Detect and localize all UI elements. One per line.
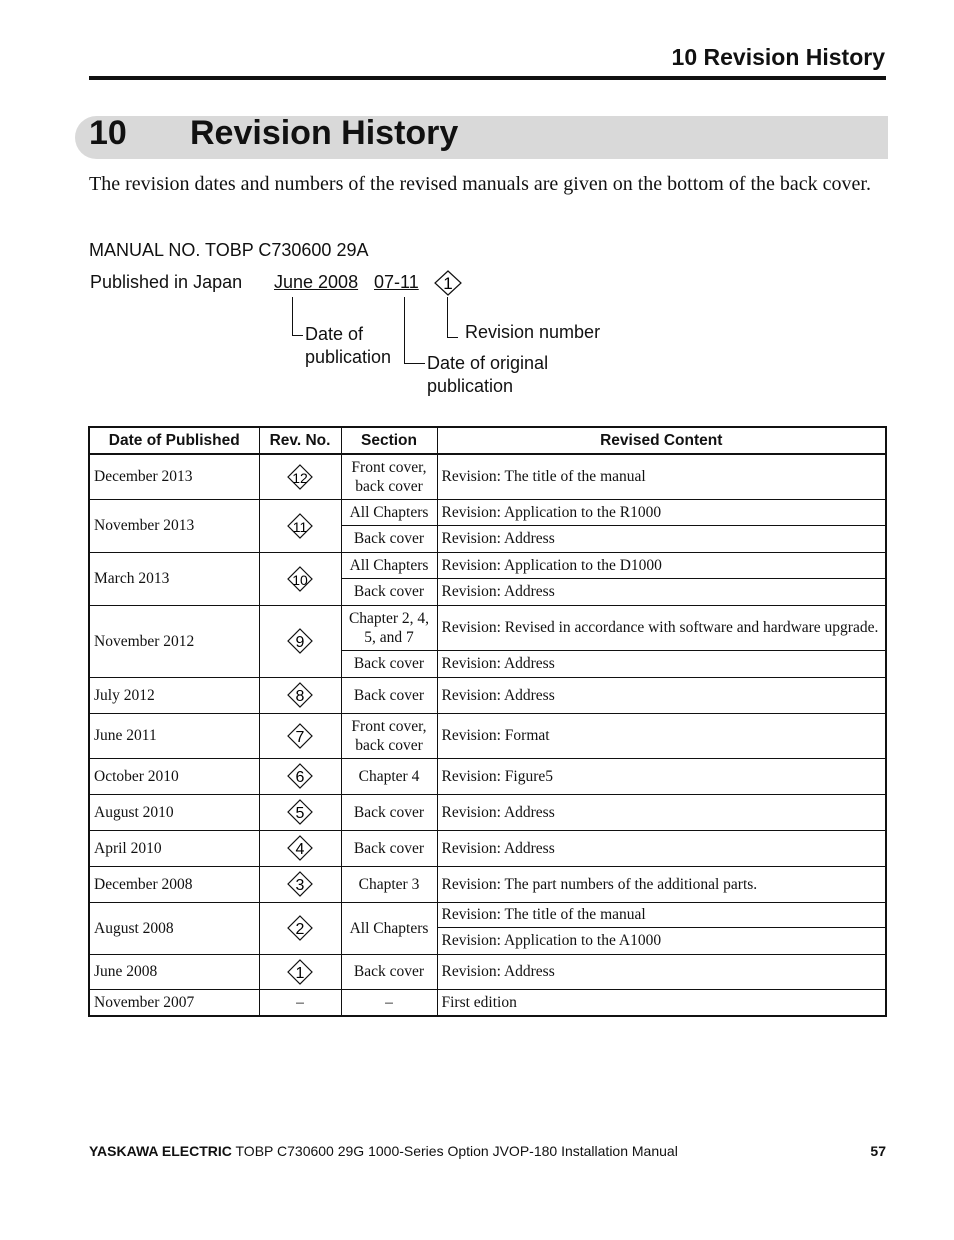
revision-diamond-number: 11 xyxy=(292,518,308,535)
revision-diamond-number: 12 xyxy=(292,469,308,486)
cell-section: Back cover xyxy=(341,650,437,677)
revision-diamond-number: 2 xyxy=(295,921,305,938)
cell-revised-content: Revision: The part numbers of the additional parts. xyxy=(437,866,886,902)
cell-revised-content: Revision: Address xyxy=(437,578,886,605)
cell-rev-no xyxy=(259,677,341,713)
cell-rev-no xyxy=(259,713,341,758)
cell-revised-content: Revision: Address xyxy=(437,830,886,866)
revision-diamond-number: 1 xyxy=(295,964,305,982)
header-rev-no: Rev. No. xyxy=(259,427,341,454)
cell-section: Back cover xyxy=(341,954,437,989)
cell-section: Chapter 3 xyxy=(341,866,437,902)
cell-date: August 2008 xyxy=(89,902,259,954)
cell-revised-content: Revision: Address xyxy=(437,525,886,552)
revision-diamond-icon xyxy=(286,723,314,749)
cell-rev-no xyxy=(259,830,341,866)
revision-diamond-icon xyxy=(286,464,314,490)
revision-diamond-number: 10 xyxy=(292,571,308,588)
table-header-row xyxy=(89,427,886,454)
table-row xyxy=(89,552,886,578)
cell-revised-content: Revision: The title of the manual xyxy=(437,902,886,927)
cell-date: June 2011 xyxy=(89,713,259,758)
revision-diamond-icon xyxy=(286,566,314,592)
revision-history-table xyxy=(88,426,887,1017)
example-publication-date: June 2008 xyxy=(274,272,359,292)
revision-diamond-icon xyxy=(286,763,314,789)
table-row xyxy=(89,677,886,713)
revision-diamond-number: 3 xyxy=(295,877,305,894)
table-row xyxy=(89,454,886,499)
cell-section: Chapter 2, 4, 5, and 7 xyxy=(341,605,437,650)
cell-date: December 2008 xyxy=(89,866,259,902)
revision-diamond-icon xyxy=(286,799,314,825)
cell-revised-content: Revision: The title of the manual xyxy=(437,454,886,499)
cell-rev-no xyxy=(259,902,341,954)
revision-diamond-number: 8 xyxy=(295,688,305,705)
cell-rev-no xyxy=(259,605,341,677)
cell-rev-no: – xyxy=(259,989,341,1016)
section-title: Revision History xyxy=(190,114,459,152)
table-row xyxy=(89,605,886,650)
revision-diamond-icon xyxy=(433,270,463,296)
cell-date: November 2012 xyxy=(89,605,259,677)
manual-number: MANUAL NO. TOBP C730600 29A xyxy=(89,240,369,260)
revision-diamond-number: 9 xyxy=(295,634,305,651)
header-date: Date of Published xyxy=(89,427,259,454)
cell-rev-no xyxy=(259,454,341,499)
revision-diamond-number: 1 xyxy=(443,274,453,293)
cell-revised-content: Revision: Address xyxy=(437,650,886,677)
cell-section: Front cover, back cover xyxy=(341,454,437,499)
footer-brand: YASKAWA ELECTRIC xyxy=(89,1143,232,1159)
cell-rev-no xyxy=(259,866,341,902)
footer-manual-title: TOBP C730600 29G 1000-Series Option JVOP-180 Installation Manual xyxy=(231,1143,678,1159)
table-row xyxy=(89,794,886,830)
cell-date: April 2010 xyxy=(89,830,259,866)
cell-section: All Chapters xyxy=(341,552,437,578)
revision-diamond-icon xyxy=(286,682,314,708)
header-revised-content: Revised Content xyxy=(437,427,886,454)
published-in-japan: Published in Japan xyxy=(90,272,243,292)
header-rule xyxy=(89,76,886,80)
page-footer xyxy=(89,1143,886,1159)
revision-diamond-number: 5 xyxy=(295,805,305,822)
table-row xyxy=(89,866,886,902)
cell-revised-content: Revision: Format xyxy=(437,713,886,758)
cell-revised-content: Revision: Application to the R1000 xyxy=(437,499,886,525)
revision-diamond-number: 6 xyxy=(295,769,305,786)
cell-rev-no xyxy=(259,552,341,605)
table-row xyxy=(89,902,886,927)
cell-rev-no xyxy=(259,758,341,794)
revision-diamond-icon xyxy=(286,835,314,861)
cell-date: November 2007 xyxy=(89,989,259,1016)
cell-date: December 2013 xyxy=(89,454,259,499)
intro-paragraph: The revision dates and numbers of the revised manuals are given on the bottom of the back cover. xyxy=(89,173,871,195)
cell-section: Back cover xyxy=(341,677,437,713)
running-header: 10 Revision History xyxy=(671,44,885,70)
label-date-of-original-publication: Date of original publication xyxy=(427,353,549,396)
cell-revised-content: First edition xyxy=(437,989,886,1016)
table-row xyxy=(89,713,886,758)
revision-diamond-icon xyxy=(286,871,314,897)
revision-diamond-icon xyxy=(286,915,314,941)
cell-revised-content: Revision: Address xyxy=(437,794,886,830)
cell-date: November 2013 xyxy=(89,499,259,552)
table-row xyxy=(89,758,886,794)
leader-original xyxy=(404,297,425,364)
cell-date: August 2010 xyxy=(89,794,259,830)
section-number: 10 xyxy=(89,114,127,152)
leader-revision xyxy=(447,297,458,338)
page-number: 57 xyxy=(870,1143,886,1159)
table-row xyxy=(89,499,886,525)
header-section: Section xyxy=(341,427,437,454)
leader-date xyxy=(292,297,303,336)
revision-diamond-icon xyxy=(286,959,314,985)
example-original-date-code: 07-11 xyxy=(374,272,419,292)
label-date-of-publication: Date of publication xyxy=(305,324,392,367)
cell-date: June 2008 xyxy=(89,954,259,989)
cell-date: March 2013 xyxy=(89,552,259,605)
cell-rev-no xyxy=(259,794,341,830)
cell-section: Back cover xyxy=(341,578,437,605)
cell-revised-content: Revision: Figure5 xyxy=(437,758,886,794)
cell-date: October 2010 xyxy=(89,758,259,794)
revision-diamond-icon xyxy=(286,513,314,539)
revision-diamond-number: 7 xyxy=(295,728,305,746)
cell-section: – xyxy=(341,989,437,1016)
table-row xyxy=(89,830,886,866)
table-body xyxy=(89,454,886,1016)
cell-section: Front cover, back cover xyxy=(341,713,437,758)
revision-diamond-number: 4 xyxy=(295,841,305,858)
cell-revised-content: Revision: Application to the D1000 xyxy=(437,552,886,578)
cell-section: Chapter 4 xyxy=(341,758,437,794)
cell-section: All Chapters xyxy=(341,902,437,954)
cell-rev-no xyxy=(259,954,341,989)
cell-rev-no xyxy=(259,499,341,552)
cell-section: Back cover xyxy=(341,525,437,552)
table-row xyxy=(89,989,886,1016)
cell-revised-content: Revision: Address xyxy=(437,954,886,989)
table-row xyxy=(89,954,886,989)
cell-revised-content: Revision: Revised in accordance with software and hardware upgrade. xyxy=(437,605,886,650)
cell-section: All Chapters xyxy=(341,499,437,525)
cell-section: Back cover xyxy=(341,830,437,866)
cell-date: July 2012 xyxy=(89,677,259,713)
cell-section: Back cover xyxy=(341,794,437,830)
revision-diamond-icon xyxy=(286,628,314,654)
label-revision-number: Revision number xyxy=(465,322,601,342)
cell-revised-content: Revision: Application to the A1000 xyxy=(437,927,886,954)
cell-revised-content: Revision: Address xyxy=(437,677,886,713)
